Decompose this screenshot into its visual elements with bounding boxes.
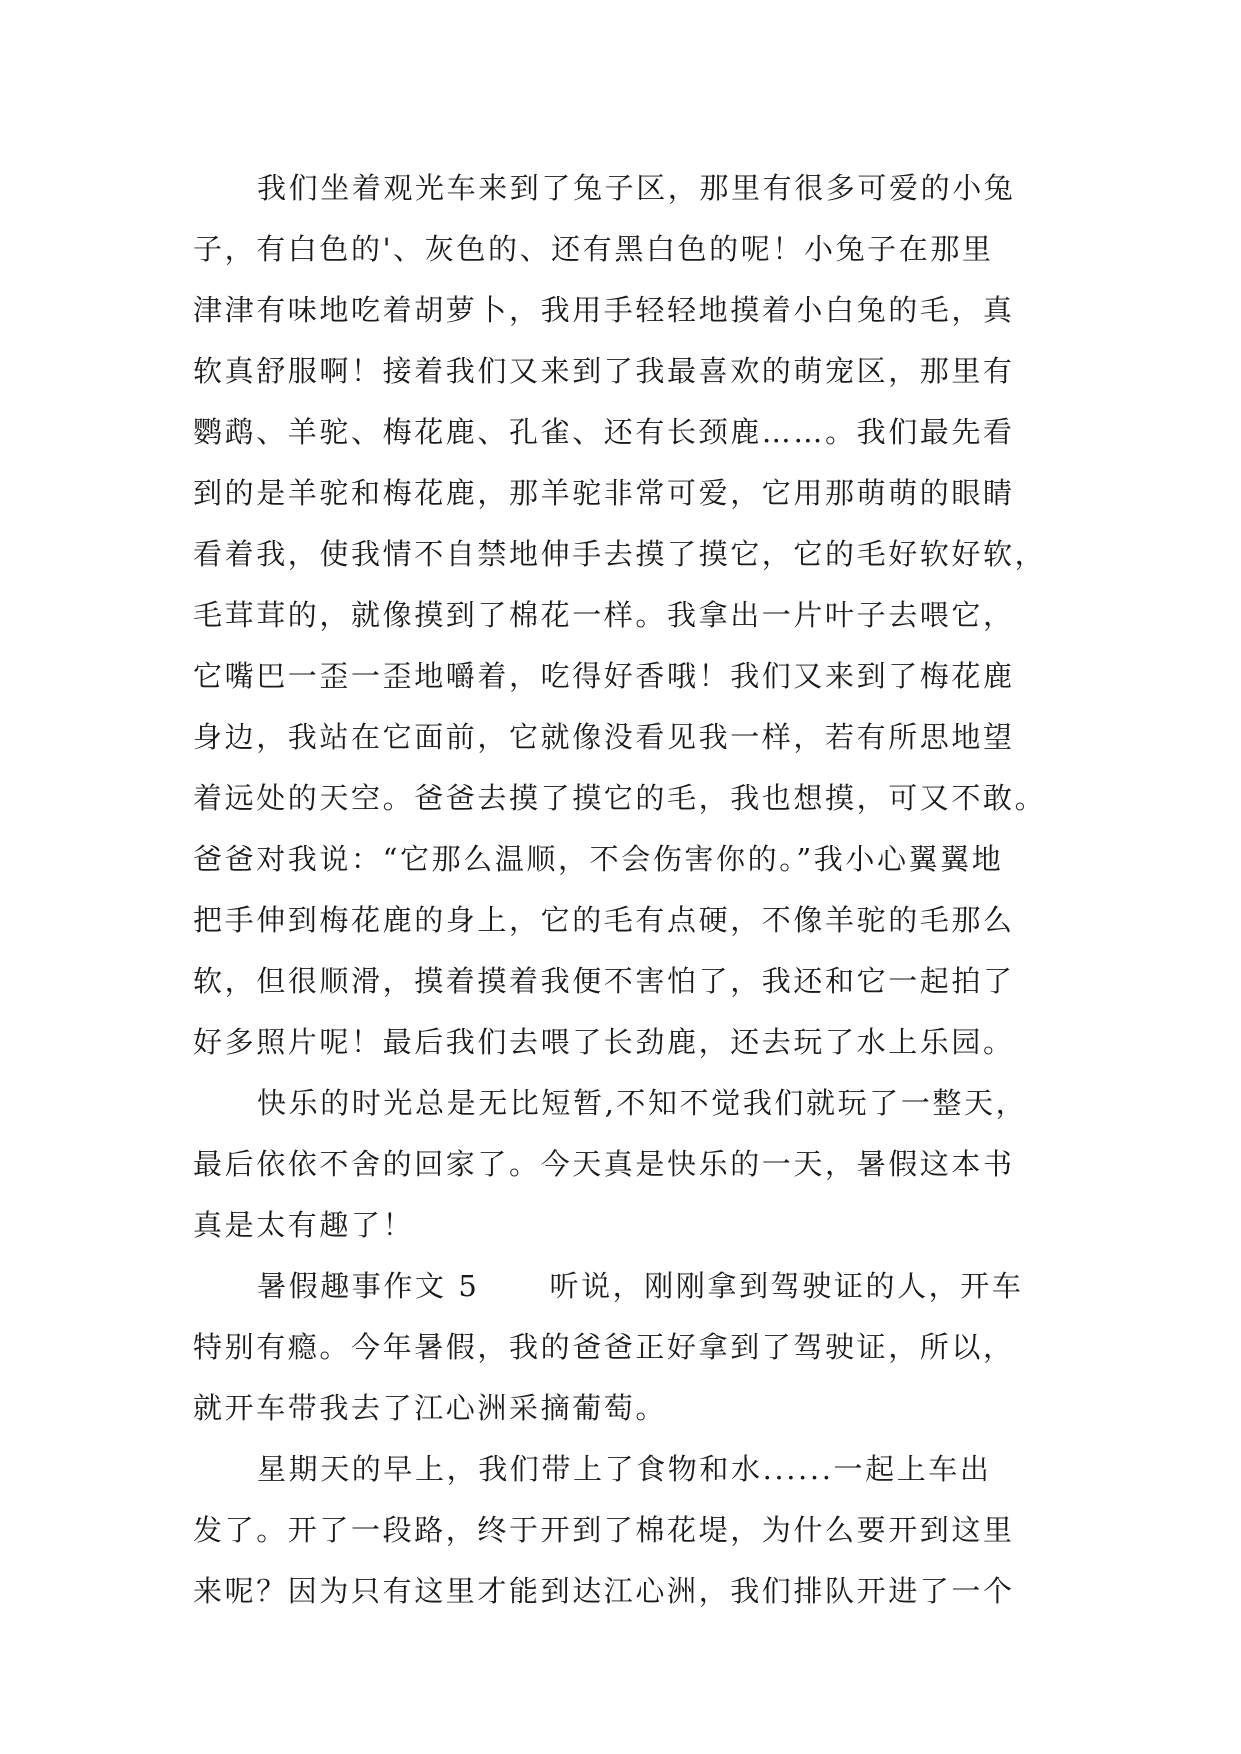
text-line: 真是太有趣了！ [193,1208,415,1242]
text-line: 星期天的早上，我们带上了食物和水......一起上车出 [257,1452,992,1486]
text-line: 特别有瘾。今年暑假，我的爸爸正好拿到了驾驶证，所以， [193,1330,1015,1364]
text-line: 快乐的时光总是无比短暂,不知不觉我们就玩了一整天， [257,1086,1028,1120]
paragraph-happy-time [193,1073,1073,1256]
essay-heading-line [193,1256,1073,1317]
paragraph-sunday-trip [193,1439,1073,1622]
text-line: 着远处的天空。爸爸去摸了摸它的毛，我也想摸，可又不敢。 [193,781,1047,815]
text-line: 我们坐着观光车来到了兔子区，那里有很多可爱的小兔 [257,171,1016,205]
text-line: 到的是羊驼和梅花鹿，那羊驼非常可爱，它用那萌萌的眼睛 [193,476,1015,510]
text-line: 发了。开了一段路，终于开到了棉花堤，为什么要开到这里 [193,1513,1015,1547]
text-line: 它嘴巴一歪一歪地嚼着，吃得好香哦！我们又来到了梅花鹿 [193,659,1015,693]
text-line: 身边，我站在它面前，它就像没看见我一样，若有所思地望 [193,720,1015,754]
paragraph-zoo-visit [193,158,1073,1073]
text-line: 好多照片呢！最后我们去喂了长劲鹿，还去玩了水上乐园。 [193,1025,1015,1059]
text-line: 把手伸到梅花鹿的身上，它的毛有点硬，不像羊驼的毛那么 [193,903,1015,937]
text-line: 软，但很顺滑，摸着摸着我便不害怕了，我还和它一起拍了 [193,964,1015,998]
text-line: 软真舒服啊！接着我们又来到了我最喜欢的萌宠区，那里有 [193,354,1015,388]
essay-heading: 暑假趣事作文 5 [257,1269,480,1303]
text-line: 子，有白色的'、灰色的、还有黑白色的呢！小兔子在那里 [193,232,994,266]
text-line: 津津有味地吃着胡萝卜，我用手轻轻地摸着小白兔的毛，真 [193,293,1015,327]
text-line: 听说，刚刚拿到驾驶证的人，开车 [549,1269,1024,1303]
text-line: 鹦鹉、羊驼、梅花鹿、孔雀、还有长颈鹿……。我们最先看 [193,415,1015,449]
text-line: 毛茸茸的，就像摸到了棉花一样。我拿出一片叶子去喂它， [193,598,1015,632]
text-line: 最后依依不舍的回家了。今天真是快乐的一天，暑假这本书 [193,1147,1015,1181]
paragraph-essay-5 [193,1256,1073,1439]
document-body [193,158,1073,1622]
text-line: 就开车带我去了江心洲采摘葡萄。 [193,1391,668,1425]
text-line: 来呢？因为只有这里才能到达江心洲，我们排队开进了一个 [193,1574,1015,1608]
text-line: 看着我，使我情不自禁地伸手去摸了摸它，它的毛好软好软， [193,537,1047,571]
text-line: 爸爸对我说：“它那么温顺，不会伤害你的。”我小心翼翼地 [193,842,1004,876]
